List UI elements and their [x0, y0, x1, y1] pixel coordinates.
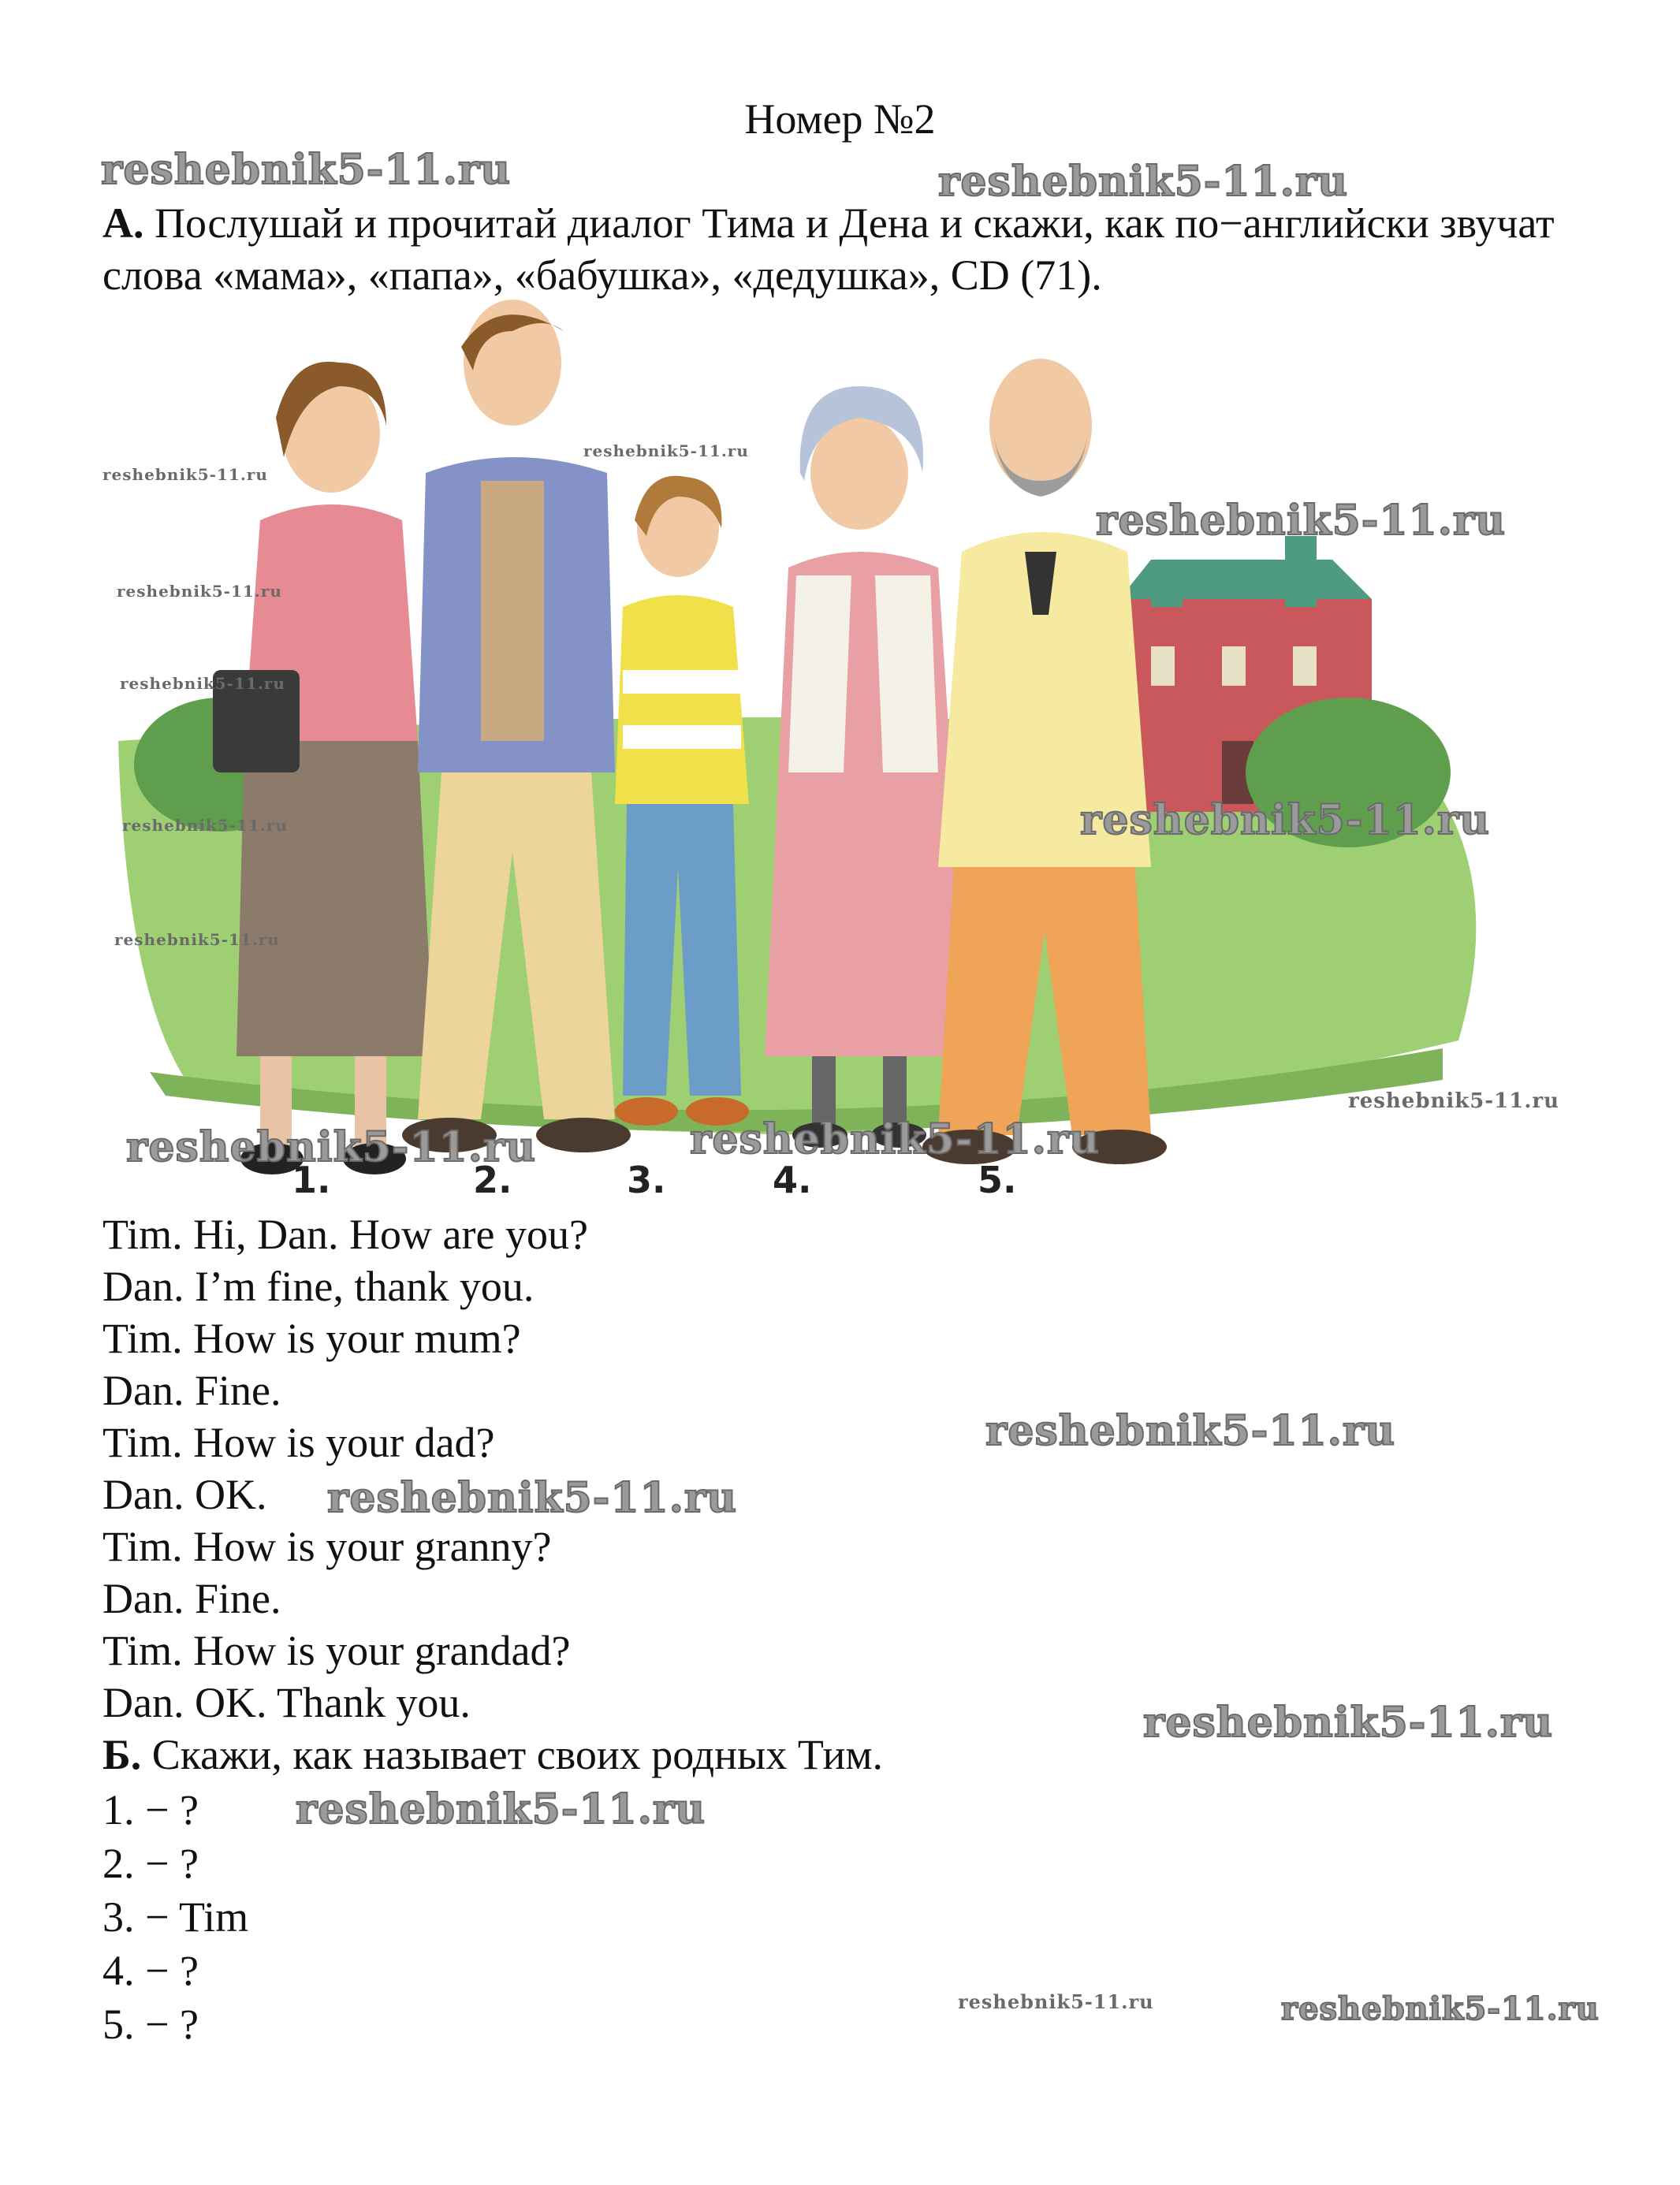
watermark: reshebnik5-11.ru — [1281, 1990, 1600, 2027]
dialogue-line-7: Tim. How is your granny? — [102, 1523, 552, 1570]
answer-line-5: 5. − ? — [102, 2001, 199, 2048]
task-a-label: А. — [102, 199, 144, 247]
watermark: reshebnik5-11.ru — [122, 816, 288, 835]
dialogue-line-9: Tim. How is your grandad? — [102, 1627, 571, 1674]
dialogue-line-4: Dan. Fine. — [102, 1367, 281, 1414]
watermark: reshebnik5-11.ru — [690, 1115, 1101, 1163]
task-b-text: Скажи, как называет своих родных Тим. — [141, 1731, 884, 1778]
watermark: reshebnik5-11.ru — [985, 1407, 1396, 1455]
task-b-label: Б. — [102, 1731, 142, 1778]
dialogue-line-10: Dan. OK. Thank you. — [102, 1679, 471, 1726]
task-a-paragraph — [102, 197, 1585, 301]
watermark: reshebnik5-11.ru — [327, 1474, 738, 1522]
dialogue-line-6: Dan. OK. — [102, 1471, 267, 1518]
watermark: reshebnik5-11.ru — [583, 441, 749, 460]
figure-number-1: 1. — [292, 1159, 331, 1201]
task-a-text: Послушай и прочитай диалог Тима и Дена и скажи, как по−английски звучат слова «мама», «папа», «бабушка», «дедушка», CD (71). — [102, 199, 1555, 299]
family-illustration — [102, 300, 1561, 1190]
watermark: reshebnik5-11.ru — [126, 1123, 537, 1171]
watermark: reshebnik5-11.ru — [102, 465, 268, 484]
figure-number-2: 2. — [473, 1159, 512, 1201]
watermark: reshebnik5-11.ru — [1143, 1699, 1554, 1747]
figure-number-3: 3. — [627, 1159, 666, 1201]
watermark: reshebnik5-11.ru — [958, 1990, 1154, 2013]
figure-number-4: 4. — [773, 1159, 812, 1201]
dialogue-line-3: Tim. How is your mum? — [102, 1315, 521, 1362]
answer-line-2: 2. − ? — [102, 1840, 199, 1887]
dialogue-line-5: Tim. How is your dad? — [102, 1419, 495, 1466]
watermark: reshebnik5-11.ru — [117, 582, 282, 601]
watermark: reshebnik5-11.ru — [938, 158, 1349, 206]
watermark: reshebnik5-11.ru — [1080, 796, 1491, 844]
task-b-paragraph — [102, 1730, 883, 1779]
watermark: reshebnik5-11.ru — [1096, 497, 1507, 545]
watermark: reshebnik5-11.ru — [296, 1785, 706, 1833]
person-4-granny — [765, 386, 970, 1148]
watermark: reshebnik5-11.ru — [101, 146, 512, 194]
dialogue-line-8: Dan. Fine. — [102, 1575, 281, 1622]
watermark: reshebnik5-11.ru — [114, 930, 280, 949]
watermark: reshebnik5-11.ru — [1348, 1089, 1560, 1113]
page-title: Номер №2 — [744, 95, 936, 143]
watermark: reshebnik5-11.ru — [120, 674, 285, 693]
answer-line-3: 3. − Tim — [102, 1893, 249, 1941]
dialogue-line-1: Tim. Hi, Dan. How are you? — [102, 1211, 588, 1258]
figure-number-5: 5. — [978, 1159, 1017, 1201]
dialogue-line-2: Dan. I’m fine, thank you. — [102, 1263, 535, 1310]
answer-line-4: 4. − ? — [102, 1947, 199, 1994]
answer-line-1: 1. − ? — [102, 1786, 199, 1833]
